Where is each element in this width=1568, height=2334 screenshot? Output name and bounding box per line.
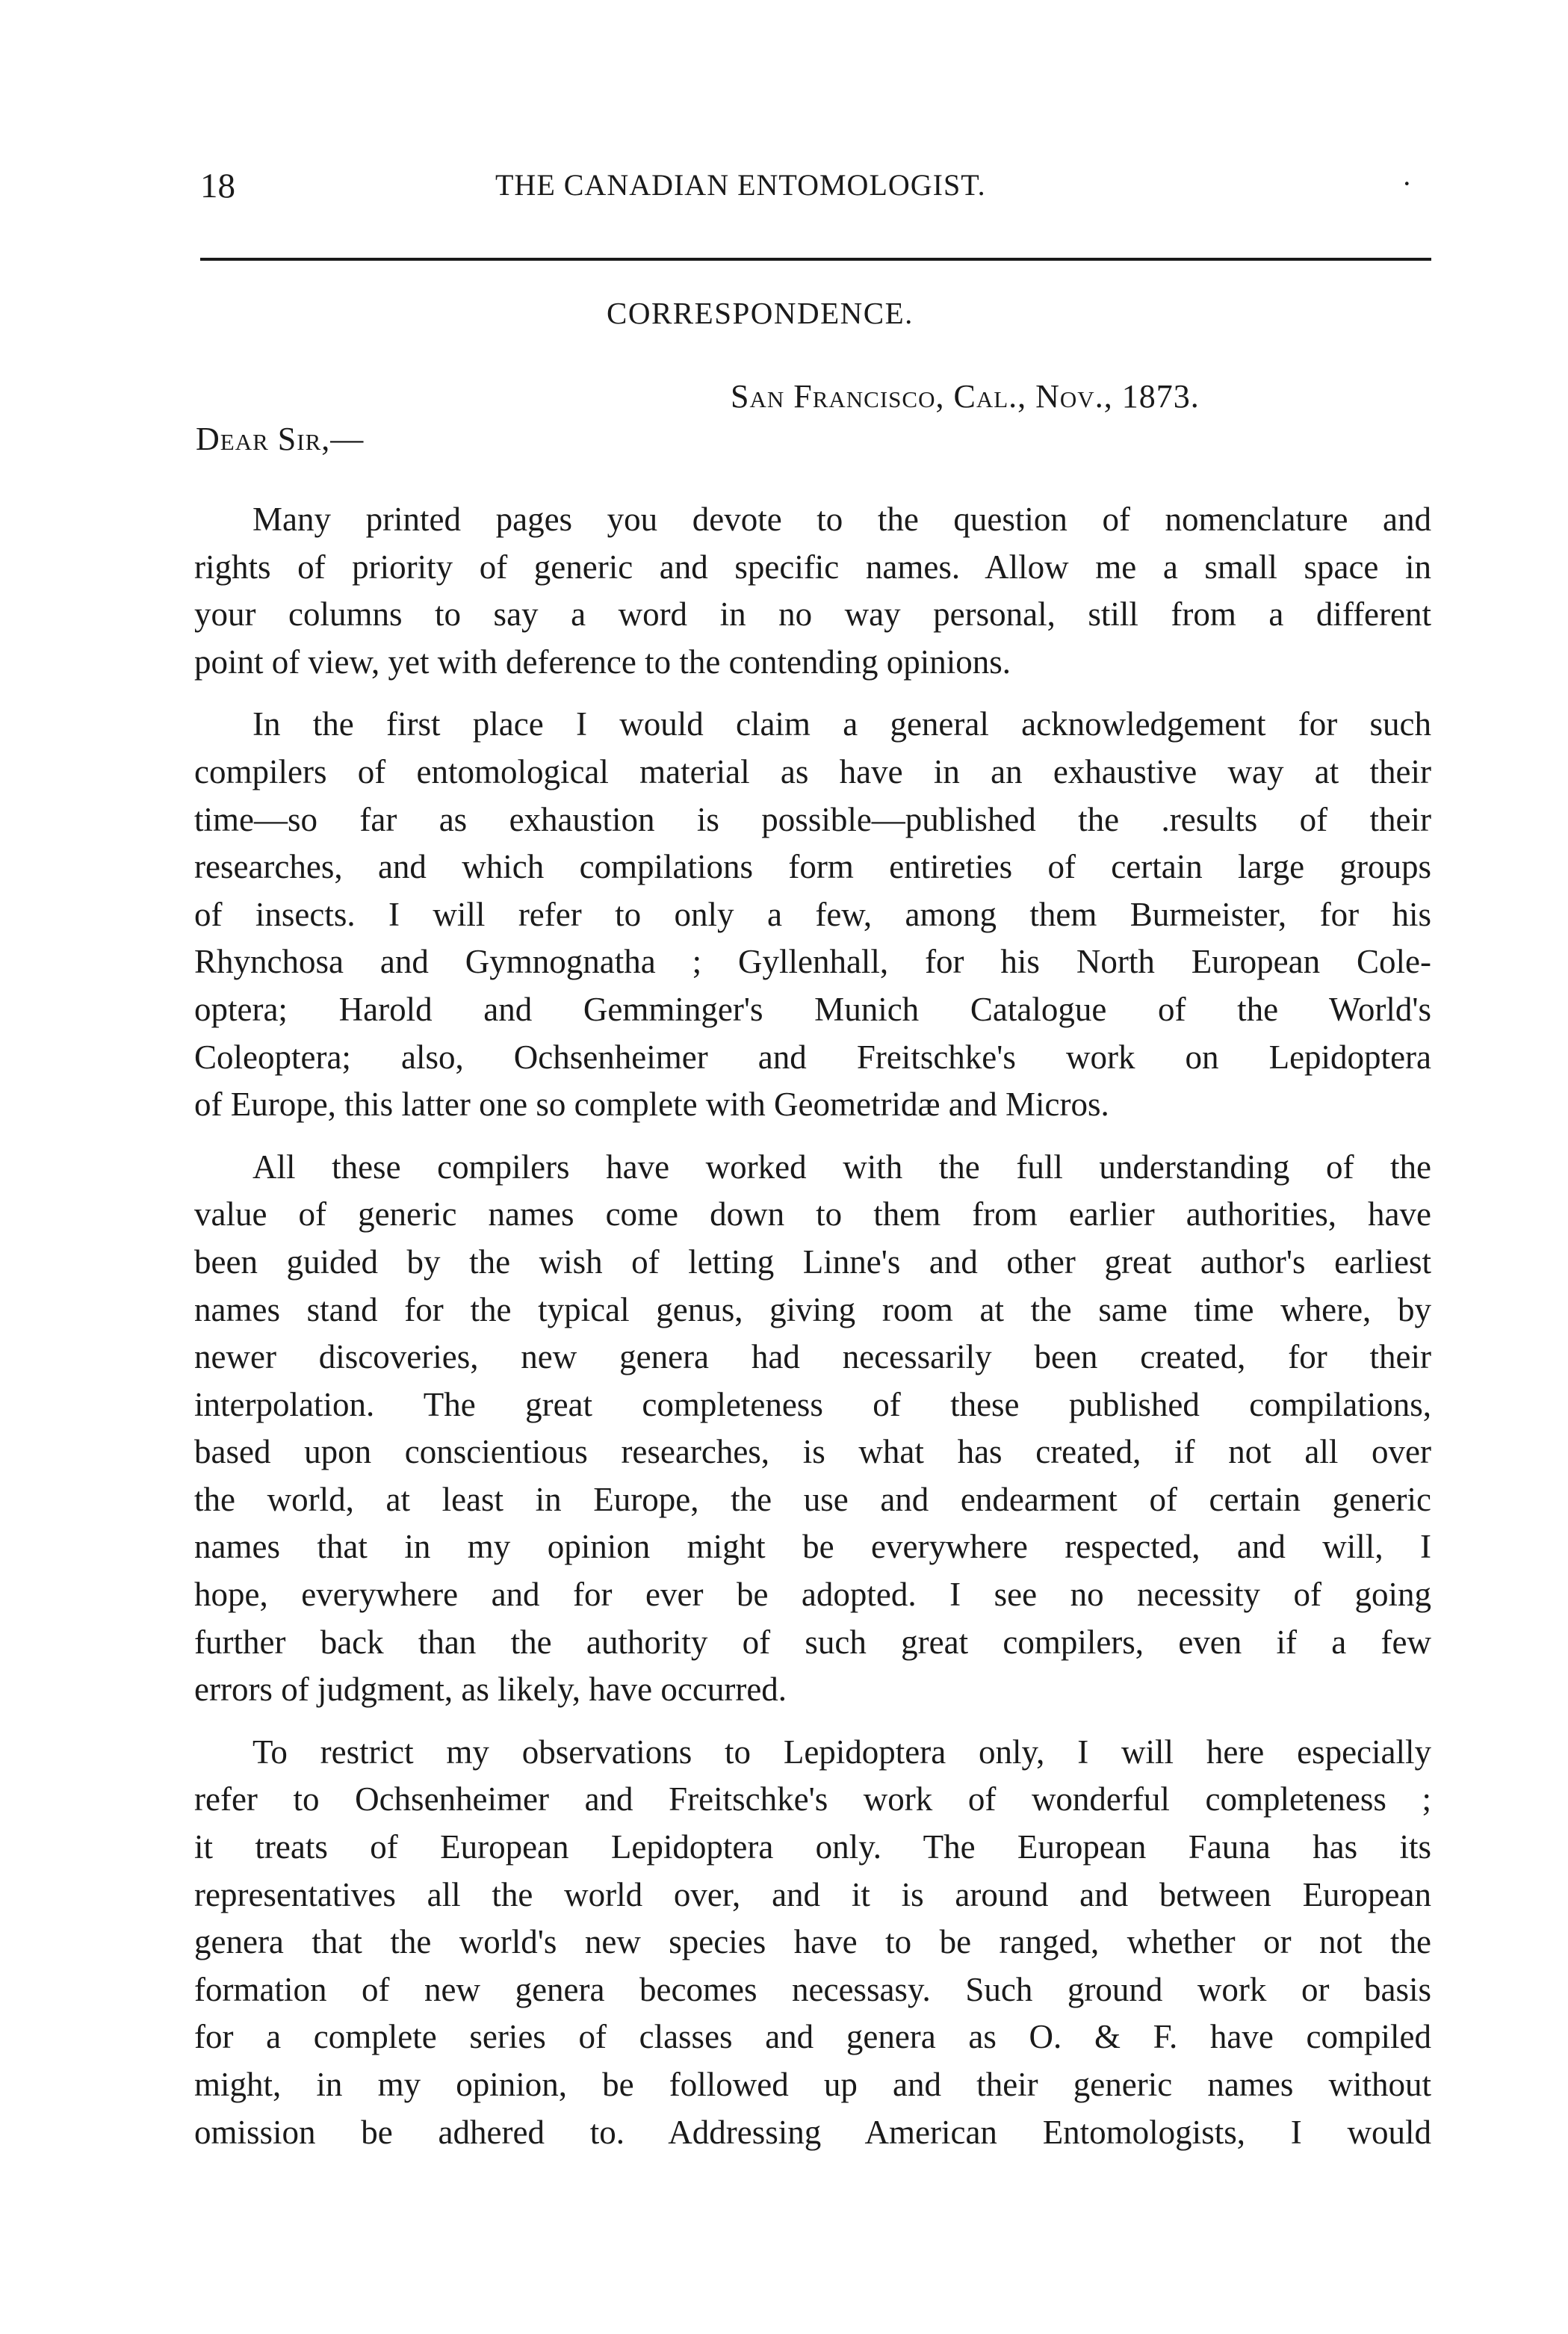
header-rule bbox=[200, 258, 1431, 261]
text-line: errors of judgment, as likely, have occurred. bbox=[194, 1671, 787, 1709]
text-line: of Europe, this latter one so complete with Geometridæ and Micros. bbox=[194, 1086, 1109, 1124]
text-line: Coleoptera; also, Ochsenheimer and Freitschke's work on Lepidoptera bbox=[194, 1038, 1431, 1076]
text-line: your columns to say a word in no way personal, still from a different bbox=[194, 595, 1431, 634]
text-line: time—so far as exhaustion is possible—published the .results of their bbox=[194, 800, 1431, 838]
paragraph bbox=[194, 1729, 1431, 2156]
text-line: formation of new genera becomes necessasy. Such ground work or basis bbox=[194, 1970, 1431, 2008]
text-line: rights of priority of generic and specific names. Allow me a small space in bbox=[194, 548, 1431, 586]
text-line: for a complete series of classes and genera as O. & F. have compiled bbox=[194, 2018, 1431, 2056]
letter-dateline: San Francisco, Cal., Nov., 1873. bbox=[731, 378, 1200, 415]
running-head bbox=[200, 166, 1433, 211]
running-head-mark: · bbox=[1401, 167, 1412, 200]
text-line: To restrict my observations to Lepidoptera only, I will here especially bbox=[252, 1733, 1431, 1771]
text-line: might, in my opinion, be followed up and their generic names without bbox=[194, 2066, 1431, 2103]
text-line: In the first place I would claim a general acknowledgement for such bbox=[252, 705, 1431, 743]
text-line: optera; Harold and Gemminger's Munich Catalogue of the World's bbox=[194, 990, 1431, 1028]
text-line: omission be adhered to. Addressing American Entomologists, I would bbox=[194, 2113, 1431, 2151]
text-line: it treats of European Lepidoptera only. The European Fauna has its bbox=[194, 1828, 1431, 1866]
text-line: of insects. I will refer to only a few, among them Burmeister, for his bbox=[194, 895, 1431, 933]
letter-body bbox=[194, 496, 1431, 2156]
text-line: All these compilers have worked with the full understanding of the bbox=[252, 1148, 1431, 1186]
text-line: interpolation. The great completeness of these published compilations, bbox=[194, 1385, 1431, 1423]
text-line: names that in my opinion might be everywhere respected, and will, I bbox=[194, 1528, 1431, 1566]
text-line: been guided by the wish of letting Linne's and other great author's earliest bbox=[194, 1242, 1431, 1281]
text-line: compilers of entomological material as have in an exhaustive way at their bbox=[194, 752, 1431, 790]
section-heading: CORRESPONDENCE. bbox=[607, 296, 914, 330]
text-line: the world, at least in Europe, the use and endearment of certain generic bbox=[194, 1480, 1431, 1518]
text-line: based upon conscientious researches, is what has created, if not all over bbox=[194, 1433, 1431, 1471]
text-line: point of view, yet with deference to the contending opinions. bbox=[194, 643, 1011, 681]
text-line: further back than the authority of such great compilers, even if a few bbox=[194, 1623, 1431, 1661]
text-line: names stand for the typical genus, giving room at the same time where, by bbox=[194, 1290, 1431, 1328]
letter-salutation: Dear Sir,— bbox=[196, 421, 365, 457]
text-line: hope, everywhere and for ever be adopted. I see no necessity of going bbox=[194, 1576, 1431, 1614]
text-line: Many printed pages you devote to the question of nomenclature and bbox=[252, 501, 1431, 538]
text-line: Rhynchosa and Gymnognatha ; Gyllenhall, for his North European Cole- bbox=[194, 943, 1431, 981]
paragraph bbox=[194, 496, 1431, 686]
text-line: representatives all the world over, and it is around and between European bbox=[194, 1875, 1431, 1913]
text-line: newer discoveries, new genera had necessarily been created, for their bbox=[194, 1338, 1431, 1376]
text-line: genera that the world's new species have to be ranged, whether or not the bbox=[194, 1923, 1431, 1961]
paragraph bbox=[194, 1144, 1431, 1714]
journal-title: THE CANADIAN ENTOMOLOGIST. bbox=[495, 168, 986, 202]
text-line: value of generic names come down to them from earlier authorities, have bbox=[194, 1195, 1431, 1233]
paragraph bbox=[194, 701, 1431, 1128]
text-line: researches, and which compilations form entireties of certain large groups bbox=[194, 848, 1431, 886]
text-line: refer to Ochsenheimer and Freitschke's work of wonderful completeness ; bbox=[194, 1780, 1431, 1818]
page-number: 18 bbox=[200, 167, 235, 205]
